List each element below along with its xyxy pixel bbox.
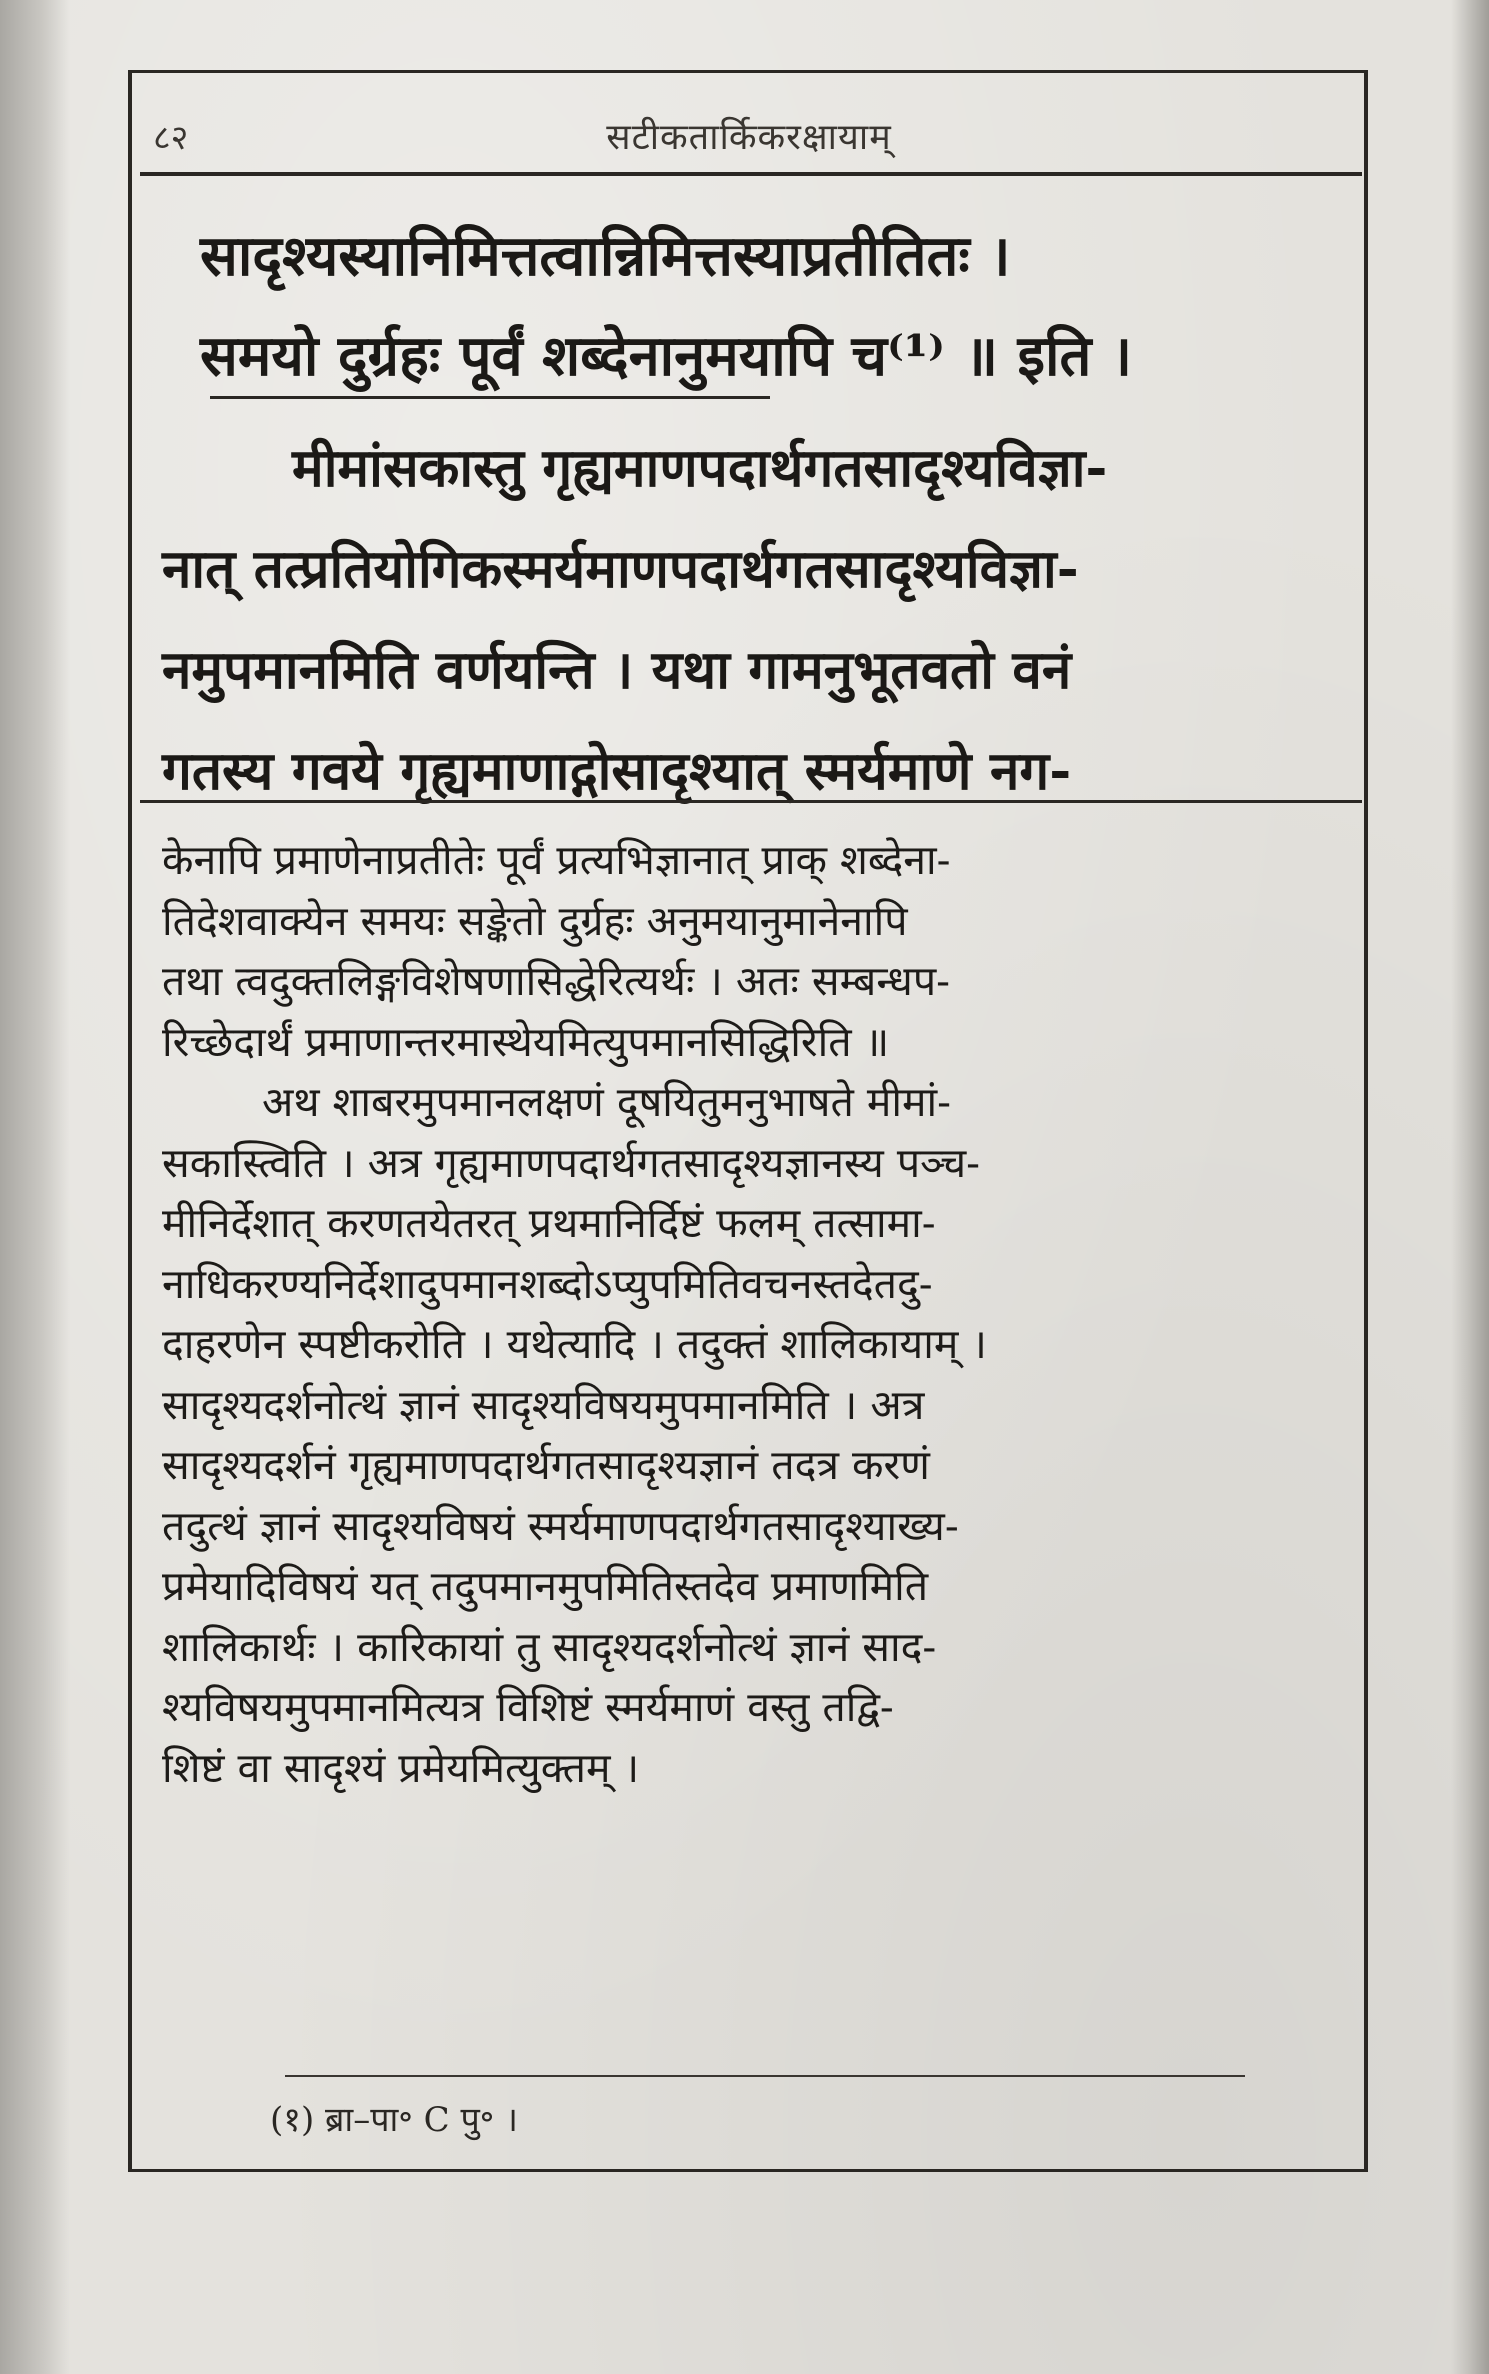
commentary-line: मीनिर्देशात् करणतयेतरत् प्रथमानिर्दिष्टं फलम् तत्सामा- [162,1199,936,1247]
footnote-rule [285,2075,1245,2077]
page-number: ८२ [153,118,189,158]
page-header [145,105,1353,165]
commentary-line: केनापि प्रमाणेनाप्रतीतेः पूर्वं प्रत्यभिज्ञानात् प्राक् शब्देना- [162,836,951,884]
commentary-line: तथा त्वदुक्तलिङ्गविशेषणासिद्धेरित्यर्थः । अतः सम्बन्धप- [162,957,951,1005]
commentary-line: रिच्छेदार्थं प्रमाणान्तरमास्थेयमित्युपमानसिद्धिरिति ॥ [162,1017,890,1066]
commentary-line: अथ शाबरमुपमानलक्षणं दूषयितुमनुभाषते मीमां- [262,1078,951,1126]
commentary-line: श्यविषयमुपमानमित्यत्र विशिष्टं स्मर्यमाणं वस्तु तद्वि- [162,1683,894,1731]
commentary-line: सादृश्यदर्शनं गृह्यमाणपदार्थगतसादृश्यज्ञानं तदत्र करणं [162,1441,930,1489]
verse-underline [210,396,770,399]
text-commentary-divider [140,800,1362,803]
commentary-line: तिदेशवाक्येन समयः सङ्केतो दुर्ग्रहः अनुमयानुमानेनापि [162,896,908,945]
commentary-line: प्रमेयादिविषयं यत् तदुपमानमुपमितिस्तदेव प्रमाणमिति [162,1562,929,1610]
commentary-line: सादृश्यदर्शनोत्थं ज्ञानं सादृश्यविषयमुपमानमिति । अत्र [162,1380,925,1429]
header-rule [140,172,1362,176]
commentary-line: तदुत्थं ज्ञानं सादृश्यविषयं स्मर्यमाणपदार्थगतसादृश्याख्य- [162,1501,959,1550]
main-text-line: मीमांसकास्तु गृह्यमाणपदार्थगतसादृश्यविज्ञा- [292,437,1108,499]
main-text-line: नात् तत्प्रतियोगिकस्मर्यमाणपदार्थगतसादृश्यविज्ञा- [162,538,1079,600]
footnote: (१) ब्रा–पा॰ C पु॰ । [270,2100,518,2140]
page-edge-shadow [1451,0,1489,2374]
commentary-line: शिष्टं वा सादृश्यं प्रमेयमित्युक्तम् । [162,1743,640,1792]
running-title: सटीकतार्किकरक्षायाम् [606,117,892,158]
commentary-line: सकास्त्विति । अत्र गृह्यमाणपदार्थगतसादृश्यज्ञानस्य पञ्च- [162,1138,980,1187]
main-text-line: नमुपमानमिति वर्णयन्ति । यथा गामनुभूतवतो वनं [162,639,1072,701]
verse-line-2: समयो दुर्ग्रहः पूर्वं शब्देनानुमयापि च⁽¹⁾ ॥ इति । [200,323,1133,389]
commentary-line: शालिकार्थः । कारिकायां तु सादृश्यदर्शनोत्थं ज्ञानं साद- [162,1622,937,1671]
verse-line-1: सादृश्यस्यानिमित्तत्वान्निमित्तस्याप्रतीतितः । [200,223,1011,289]
commentary-line: दाहरणेन स्पष्टीकरोति । यथेत्यादि । तदुक्तं शालिकायाम् । [162,1320,987,1368]
page-gutter-shadow [0,0,70,2374]
commentary-line: नाधिकरण्यनिर्देशादुपमानशब्दोऽप्युपमितिवचनस्तदेतदु- [162,1259,933,1308]
main-text-line: गतस्य गवये गृह्यमाणाद्गोसादृश्यात् स्मर्यमाणे नग- [162,740,1072,802]
main-text-block [162,418,1332,822]
commentary-block [162,830,1332,1798]
